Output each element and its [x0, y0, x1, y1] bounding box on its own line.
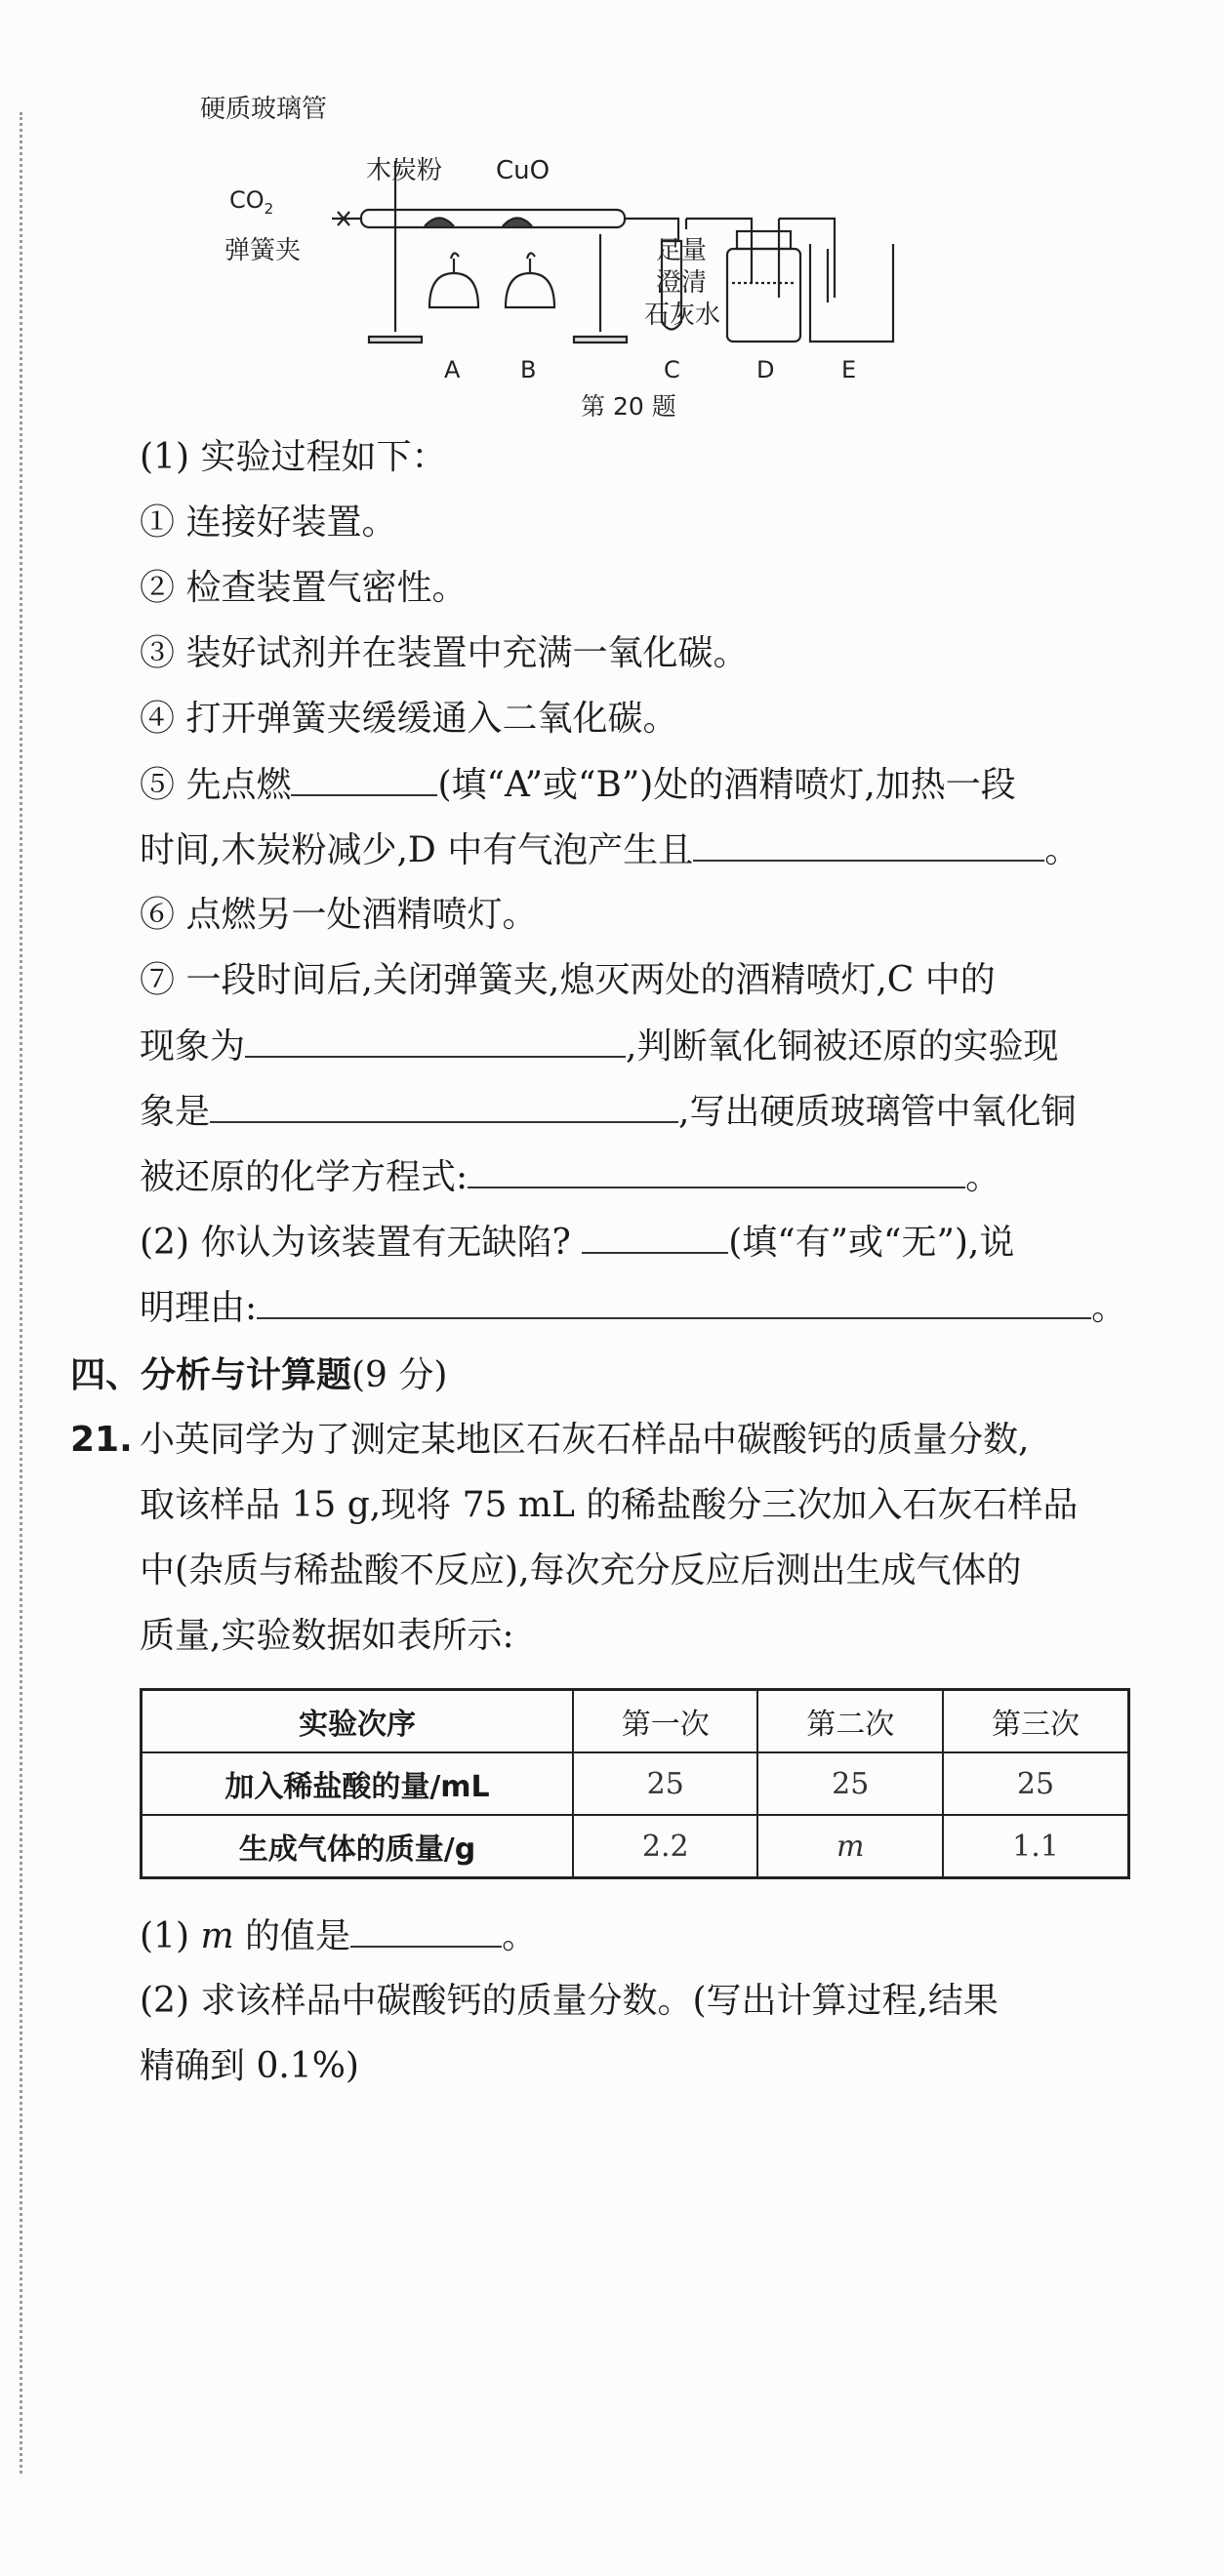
answer-blank-burner[interactable]: [291, 761, 437, 796]
table-cell: 25: [573, 1752, 757, 1815]
q21-part2-line2: 精确到 0.1%): [140, 2046, 359, 2086]
q20-step7-line1: ⑦ 一段时间后,关闭弹簧夹,熄灭两处的酒精喷灯,C 中的: [140, 960, 996, 1000]
table-header-cell: 第三次: [943, 1690, 1129, 1753]
label-lime-3: 石灰水: [644, 301, 721, 330]
answer-blank-d-phenomenon[interactable]: [693, 826, 1044, 862]
q21-part2-line1: (2) 求该样品中碳酸钙的质量分数。(写出计算过程,结果: [140, 1981, 999, 2021]
q20-step6: ⑥ 点燃另一处酒精喷灯。: [140, 895, 538, 935]
q20-step7-text-d: 象是: [140, 1092, 211, 1132]
q20-part2-line1: [140, 1219, 1014, 1267]
table-header-row: [142, 1690, 1129, 1753]
q20-part2-text-d: 。: [1091, 1288, 1127, 1328]
label-charcoal: 木炭粉: [366, 156, 443, 185]
table-header-cell: 第一次: [573, 1690, 757, 1753]
table-cell: 25: [943, 1752, 1129, 1815]
q20-step7-text-b: 现象为: [140, 1026, 246, 1067]
q20-part2-text-c: 明理由:: [140, 1288, 258, 1328]
label-tube: 硬质玻璃管: [200, 95, 328, 124]
label-B: B: [520, 356, 537, 383]
q20-step2: ② 检查装置气密性。: [140, 568, 468, 608]
table-header-cell: 第二次: [757, 1690, 942, 1753]
label-clamp: 弹簧夹: [224, 236, 302, 265]
section-score: (9 分): [351, 1355, 448, 1395]
q20-step5-line1: [140, 761, 1016, 809]
q20-part2-text-a: (2) 你认为该装置有无缺陷?: [140, 1223, 571, 1263]
label-E: E: [841, 356, 857, 383]
answer-blank-defect[interactable]: [582, 1219, 728, 1254]
q20-step7-text-g: 。: [965, 1157, 1001, 1197]
q20-step1: ① 连接好装置。: [140, 503, 397, 543]
answer-blank-reason[interactable]: [257, 1284, 1091, 1319]
table-header-cell: 实验次序: [142, 1690, 574, 1753]
table-cell: 25: [757, 1752, 942, 1815]
table-row-label: 加入稀盐酸的量/mL: [142, 1752, 574, 1815]
q20-step7-text-f: 被还原的化学方程式:: [140, 1157, 469, 1197]
q20-step5-text-b: (填“A”或“B”)处的酒精喷灯,加热一段: [437, 765, 1016, 805]
variable-m: m: [200, 1916, 234, 1956]
question-number-21: 21.: [70, 1420, 133, 1460]
answer-blank-equation[interactable]: [468, 1153, 965, 1188]
q20-step7-text-e: ,写出硬质玻璃管中氧化铜: [678, 1092, 1077, 1132]
table-cell: 1.1: [943, 1815, 1129, 1878]
label-C: C: [664, 356, 680, 383]
q21-part1-text-c: 。: [502, 1916, 538, 1956]
q21-part1-text-a: (1): [140, 1916, 189, 1956]
answer-blank-reduction-phenomenon[interactable]: [210, 1088, 678, 1123]
label-D: D: [756, 356, 775, 383]
table-row-label: 生成气体的质量/g: [142, 1815, 574, 1878]
table-cell: 2.2: [573, 1815, 757, 1878]
figure-caption: 第 20 题: [581, 392, 676, 421]
q20-step3: ③ 装好试剂并在装置中充满一氧化碳。: [140, 633, 749, 673]
section-title: [70, 1352, 447, 1399]
q20-part1: (1) 实验过程如下：: [140, 437, 447, 477]
answer-blank-m[interactable]: [350, 1912, 502, 1948]
answer-blank-c-phenomenon[interactable]: [245, 1023, 626, 1058]
table-row: [142, 1752, 1129, 1815]
table-row: [142, 1815, 1129, 1878]
q21-line1: 小英同学为了测定某地区石灰石样品中碳酸钙的质量分数,: [140, 1420, 1030, 1460]
q21-part1-text-b: 的值是: [245, 1916, 351, 1956]
table-cell: m: [757, 1815, 942, 1878]
q20-step4: ④ 打开弹簧夹缓缓通入二氧化碳。: [140, 699, 678, 739]
q20-part2-text-b: (填“有”或“无”),说: [728, 1223, 1015, 1263]
q21-part1: [140, 1912, 537, 1960]
experiment-data-table: [140, 1688, 1130, 1879]
q20-step7-line4: [140, 1153, 1000, 1201]
q20-step7-text-c: ,判断氧化铜被还原的实验现: [626, 1026, 1059, 1067]
label-lime-1: 足量: [656, 236, 708, 265]
q20-part2-line2: [140, 1284, 1126, 1332]
q20-step5-text-c: 时间,木炭粉减少,D 中有气泡产生且: [140, 830, 694, 870]
apparatus-diagram: [200, 95, 1025, 424]
q21-line2: 取该样品 15 g,现将 75 mL 的稀盐酸分三次加入石灰石样品: [140, 1485, 1079, 1525]
label-A: A: [444, 356, 461, 383]
q20-step5-line2: [140, 826, 1080, 874]
margin-dotted-line: [20, 112, 22, 2474]
label-lime-2: 澄清: [656, 268, 708, 298]
q20-step7-line2: [140, 1023, 1058, 1070]
label-cuo: CuO: [496, 156, 551, 185]
label-co2: $CO_2$: [229, 186, 274, 218]
q20-step5-text-d: 。: [1044, 830, 1081, 870]
q20-step5-text-a: ⑤ 先点燃: [140, 765, 292, 805]
q20-step7-line3: [140, 1088, 1076, 1136]
section-title-text: 四、分析与计算题: [70, 1355, 352, 1395]
q21-line3: 中(杂质与稀盐酸不反应),每次充分反应后测出生成气体的: [140, 1550, 1022, 1590]
q21-line4: 质量,实验数据如表所示:: [140, 1616, 514, 1656]
